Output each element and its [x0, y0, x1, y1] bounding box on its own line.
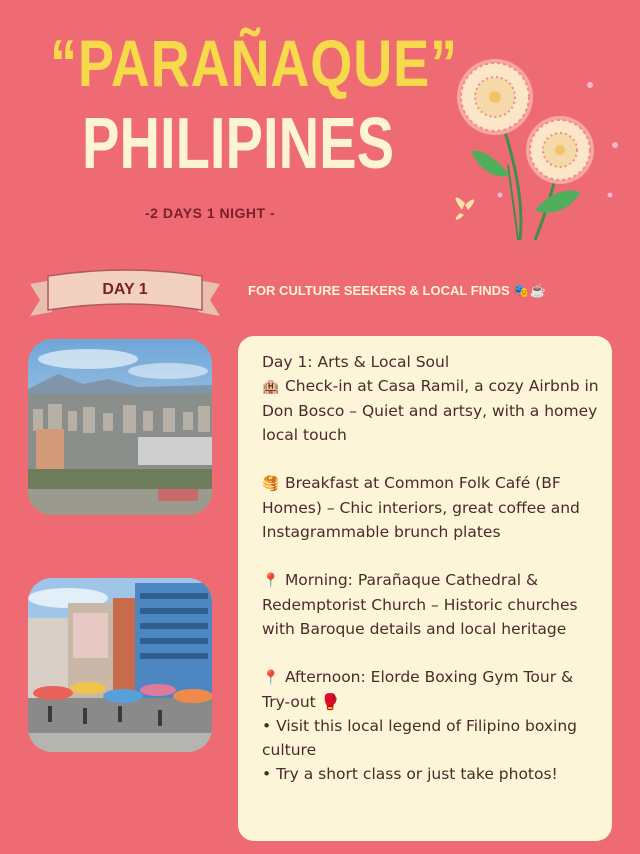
- pin-icon: 📍: [262, 670, 280, 686]
- morning-item: 📍 Morning: Parañaque Cathedral & Redemptorist Church – Historic churches with Baroque details and local heritage: [262, 571, 578, 638]
- flower-icon: [526, 116, 594, 184]
- city-skyline-photo: [28, 339, 212, 515]
- checkin-item: 🏨 Check-in at Casa Ramil, a cozy Airbnb in Don Bosco – Quiet and artsy, with a homey local touch: [262, 377, 599, 444]
- flowers-illustration: [440, 45, 620, 245]
- trip-duration: -2 DAYS 1 NIGHT -: [145, 205, 276, 221]
- bullet-item: • Visit this local legend of Filipino boxing culture: [262, 717, 578, 759]
- pin-icon: 📍: [262, 573, 280, 589]
- flower-icon: [457, 59, 533, 135]
- day-label: DAY 1: [102, 281, 148, 298]
- street-market-photo: [28, 578, 212, 752]
- itinerary-heading: Day 1: Arts & Local Soul: [262, 353, 450, 371]
- butterfly-icon: [456, 197, 475, 219]
- tagline: FOR CULTURE SEEKERS & LOCAL FINDS 🎭☕: [248, 283, 546, 298]
- pancake-icon: 🥞: [262, 476, 280, 492]
- title-line1: “PARAÑAQUE”: [50, 26, 458, 100]
- breakfast-item: 🥞 Breakfast at Common Folk Café (BF Homes) – Chic interiors, great coffee and Instagrammable brunch plates: [262, 474, 580, 541]
- building-icon: 🏨: [262, 379, 280, 395]
- itinerary-text: [262, 350, 602, 786]
- title-line2: PHILIPINES: [82, 104, 395, 184]
- bullet-item: • Try a short class or just take photos!: [262, 765, 558, 783]
- afternoon-item: 📍 Afternoon: Elorde Boxing Gym Tour & Try-out 🥊: [262, 668, 574, 711]
